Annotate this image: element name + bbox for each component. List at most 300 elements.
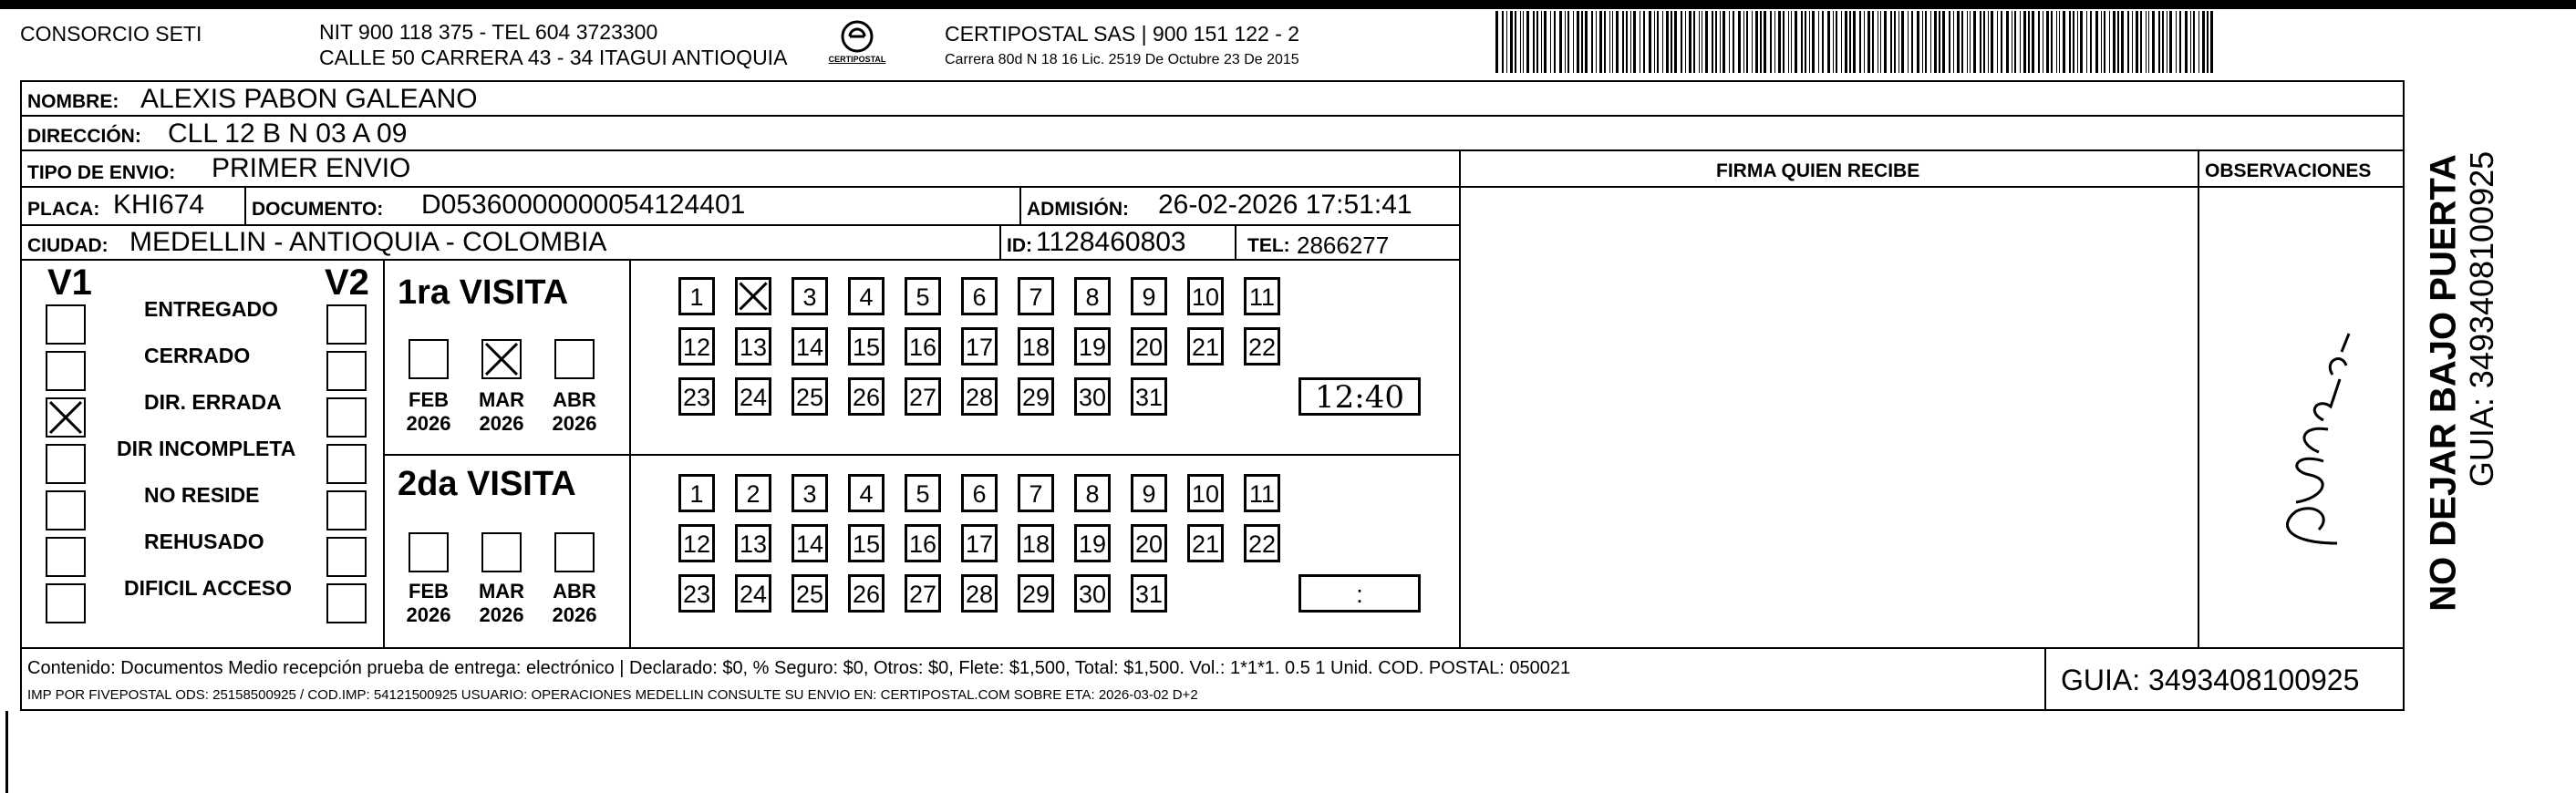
tel-value: 2866277 [1297, 232, 1390, 259]
documento-label: DOCUMENTO: [252, 199, 384, 220]
placa-cell [20, 186, 246, 226]
barcode-bar [1764, 11, 1766, 73]
barcode-bar [2190, 11, 2191, 73]
barcode-bar [1925, 11, 1927, 73]
barcode-bar [1523, 11, 1524, 73]
v1-checkbox[interactable] [46, 304, 86, 345]
barcode-bar [1872, 11, 1874, 73]
barcode-bar [1536, 11, 1538, 73]
license-line: Carrera 80d N 18 16 Lic. 2519 De Octubre 23 De 2015 [945, 52, 1299, 67]
barcode-bar [1604, 11, 1606, 73]
barcode-bar [1550, 11, 1551, 73]
barcode-bar [2152, 11, 2155, 73]
barcode-bar [1827, 11, 1830, 73]
visit2-day-box[interactable]: 9 [1131, 474, 1167, 512]
observaciones-area [2198, 186, 2405, 649]
barcode-bar [1743, 11, 1744, 73]
placa-label: PLACA: [27, 199, 100, 220]
barcode-bar [2063, 11, 2065, 73]
visit1-day-box[interactable]: 4 [848, 277, 885, 315]
barcode-bar [1612, 11, 1613, 73]
barcode-bar [1567, 11, 1569, 73]
v1-checkbox[interactable] [46, 351, 86, 391]
barcode-bar [2136, 11, 2138, 73]
id-label: ID: [1007, 235, 1032, 256]
visit2-day-box[interactable]: 30 [1074, 574, 1111, 613]
visit2-day-box[interactable]: 12 [678, 524, 715, 562]
documento-cell [244, 186, 1021, 226]
visit2-day-box[interactable]: 26 [848, 574, 885, 613]
status-label: REHUSADO [144, 530, 264, 553]
visit1-day-box[interactable]: 12 [678, 327, 715, 366]
barcode-bar [1520, 11, 1521, 73]
v2-header: V2 [325, 263, 369, 303]
barcode-bar [1565, 11, 1566, 73]
visit2-day-box[interactable]: 20 [1131, 524, 1167, 562]
tipo-label: TIPO DE ENVIO: [27, 162, 176, 183]
barcode-bar [2193, 11, 2195, 73]
visit1-day-box[interactable]: 25 [791, 377, 828, 416]
admision-value: 26-02-2026 17:51:41 [1158, 190, 1412, 220]
barcode-bar [1867, 11, 1870, 73]
barcode-bar [2038, 11, 2040, 73]
barcode-bar [1949, 11, 1950, 73]
v2-checkbox[interactable] [326, 537, 367, 577]
visit1-day-box[interactable]: 11 [1244, 277, 1280, 315]
barcode-bar [1988, 11, 1989, 73]
visit2-day-box[interactable]: 7 [1018, 474, 1054, 512]
barcode-bar [1853, 11, 1856, 73]
visit1-day-box[interactable]: 17 [961, 327, 998, 366]
v1-checkbox[interactable] [46, 537, 86, 577]
barcode-bar [1681, 11, 1682, 73]
visit1-day-box[interactable]: 18 [1018, 327, 1054, 366]
month-name: MAR [478, 580, 525, 602]
visit1-day-box[interactable]: 5 [905, 277, 941, 315]
visit2-day-box[interactable]: 8 [1074, 474, 1111, 512]
nombre-value: ALEXIS PABON GALEANO [140, 84, 478, 114]
barcode-bar [2162, 11, 2164, 73]
firma-area [1459, 186, 2199, 649]
barcode-bar [2101, 11, 2102, 73]
barcode-bar [1633, 11, 1636, 73]
barcode-bar [2014, 11, 2016, 73]
barcode-bar [1662, 11, 1663, 73]
barcode-bar [1890, 11, 1892, 73]
imp-line: IMP POR FIVEPOSTAL ODS: 25158500925 / COD.IMP: 54121500925 USUARIO: OPERACIONES MEDELLIN CONSULTE SU ENVIO EN: CERTIPOSTAL.COM SOBRE ETA: 2026-03-02 D+2 [27, 687, 1198, 703]
v2-checkbox[interactable] [326, 583, 367, 623]
barcode-bar [2185, 11, 2188, 73]
barcode-bar [1849, 11, 1851, 73]
barcode-bar [1649, 11, 1651, 73]
barcode-bar [1643, 11, 1645, 73]
visit2-day-box[interactable]: 14 [791, 524, 828, 562]
visit2-day-box[interactable]: 22 [1244, 524, 1280, 562]
status-label: DIR INCOMPLETA [117, 437, 296, 460]
barcode-bar [1859, 11, 1861, 73]
barcode-bar [1581, 11, 1583, 73]
barcode-bar [1666, 11, 1669, 73]
barcode-bar [2020, 11, 2021, 73]
barcode-bar [1502, 11, 1504, 73]
visit2-day-box[interactable]: 16 [905, 524, 941, 562]
visit2-day-box[interactable]: 25 [791, 574, 828, 613]
address-line: CALLE 50 CARRERA 43 - 34 ITAGUI ANTIOQUIA [319, 46, 788, 69]
nombre-label: NOMBRE: [27, 91, 119, 112]
visit2-month-label [465, 580, 538, 627]
guia-vertical: GUIA: 3493408100925 [2463, 150, 2500, 488]
barcode-bar [1788, 11, 1789, 73]
visit2-day-box[interactable]: 1 [678, 474, 715, 512]
barcode-bar [1599, 11, 1602, 73]
barcode-bar [1622, 11, 1624, 73]
visit2-day-box[interactable]: 29 [1018, 574, 1054, 613]
barcode-bar [1674, 11, 1677, 73]
barcode-bar [1506, 11, 1507, 73]
barcode-bar [1812, 11, 1815, 73]
barcode-bar [2132, 11, 2133, 73]
nit-line: NIT 900 118 375 - TEL 604 3723300 [319, 20, 658, 44]
barcode-bar [1630, 11, 1631, 73]
v1-checkbox[interactable] [46, 490, 86, 530]
documento-value: D05360000000054124401 [421, 190, 746, 220]
barcode-bar [1930, 11, 1931, 73]
visit1-month-checkbox[interactable] [409, 339, 449, 379]
month-name: MAR [478, 388, 525, 411]
barcode-bar [1591, 11, 1593, 73]
tipo-value: PRIMER ENVIO [212, 153, 411, 183]
certipostal-line: CERTIPOSTAL SAS | 900 151 122 - 2 [945, 22, 1300, 46]
visit1-month-checkbox[interactable] [481, 339, 522, 379]
barcode-bar [1778, 11, 1781, 73]
barcode-bar [1911, 11, 1913, 73]
barcode-bar [1953, 11, 1954, 73]
barcode-bar [1733, 11, 1734, 73]
visit2-day-box[interactable]: 3 [791, 474, 828, 512]
barcode-bar [1657, 11, 1659, 73]
barcode-bar [2006, 11, 2009, 73]
barcode-bar [1983, 11, 1985, 73]
firma-header-text: FIRMA QUIEN RECIBE [1716, 160, 1920, 181]
direccion-label: DIRECCIÓN: [27, 126, 141, 147]
barcode-bar [1836, 11, 1837, 73]
ciudad-cell [20, 224, 1001, 261]
visit1-month-label [392, 388, 465, 436]
v1-header: V1 [47, 263, 92, 303]
barcode-bar [2140, 11, 2142, 73]
barcode-bar [1554, 11, 1556, 73]
barcode-bar [1738, 11, 1741, 73]
barcode-bar [2176, 11, 2177, 73]
barcode-bar [2046, 11, 2049, 73]
visit1-day-box[interactable]: 8 [1074, 277, 1111, 315]
barcode-bar [1770, 11, 1772, 73]
v2-checkbox[interactable] [326, 351, 367, 391]
barcode-bar [1654, 11, 1655, 73]
visit2-day-box[interactable]: 24 [735, 574, 771, 613]
barcode-bar [2028, 11, 2030, 73]
barcode-bar [1961, 11, 1963, 73]
barcode-bar [1970, 11, 1971, 73]
contenido-line: Contenido: Documentos Medio recepción prueba de entrega: electrónico | Declarado: $0, % Seguro: $0, Otros: $0, Flete: $1,500, Total: $1,500. Vol.: 1*1*1. 0.5 1 Unid. COD. POSTAL: 050021 [27, 658, 1571, 678]
visit1-day-box[interactable]: 20 [1131, 327, 1167, 366]
barcode-bar [2202, 11, 2205, 73]
barcode-bar [2086, 11, 2087, 73]
visit2-day-box[interactable]: 23 [678, 574, 715, 613]
barcode-bar [2069, 11, 2071, 73]
barcode-bar [1880, 11, 1881, 73]
barcode-bar [1510, 11, 1513, 73]
visit2-month-label [538, 580, 611, 627]
visit2-time-box[interactable]: : [1298, 574, 1421, 613]
barcode-bar [1585, 11, 1588, 73]
visit1-day-box[interactable]: 21 [1187, 327, 1224, 366]
visit2-day-box[interactable]: 18 [1018, 524, 1054, 562]
footer-info [20, 647, 2046, 711]
barcode-bar [1957, 11, 1960, 73]
barcode-bar [2207, 11, 2209, 73]
month-year: 2026 [406, 603, 451, 626]
barcode-bar [1596, 11, 1597, 73]
barcode-bar [1715, 11, 1717, 73]
visit1-day-box[interactable] [735, 277, 771, 315]
visit1-day-box[interactable]: 1 [678, 277, 715, 315]
barcode-bar [1864, 11, 1865, 73]
visit1-day-box[interactable]: 6 [961, 277, 998, 315]
visit1-month-checkbox[interactable] [554, 339, 595, 379]
barcode-bar [1626, 11, 1628, 73]
barcode-bar [2095, 11, 2098, 73]
barcode-bar [1942, 11, 1945, 73]
barcode-bar [2080, 11, 2083, 73]
visit1-time-box[interactable]: 12:40 [1298, 377, 1421, 416]
status-label: DIFICIL ACCESO [124, 576, 293, 600]
visit2-month-checkbox[interactable] [481, 532, 522, 572]
visit2-month-checkbox[interactable] [409, 532, 449, 572]
footer-guia-box [2044, 647, 2405, 711]
visit1-month-label [465, 388, 538, 436]
barcode-bar [2121, 11, 2124, 73]
barcode-bar [1573, 11, 1574, 73]
visit2-month-checkbox[interactable] [554, 532, 595, 572]
barcode-bar [1934, 11, 1937, 73]
barcode-bar [2023, 11, 2026, 73]
barcode-bar [1922, 11, 1923, 73]
visit2-day-box[interactable]: 27 [905, 574, 941, 613]
visit1-day-box[interactable]: 27 [905, 377, 941, 416]
left-edge-line [5, 711, 8, 793]
barcode-bar [1689, 11, 1691, 73]
visit1-day-box[interactable]: 28 [961, 377, 998, 416]
barcode-bar [1884, 11, 1887, 73]
visit2-day-box[interactable]: 21 [1187, 524, 1224, 562]
barcode-bar [2113, 11, 2116, 73]
barcode-bar [1720, 11, 1721, 73]
v1-checkbox[interactable] [46, 444, 86, 484]
no-dejar-bajo-puerta: NO DEJAR BAJO PUERTA [2423, 154, 2464, 612]
barcode-bar [1833, 11, 1834, 73]
barcode-bar [1809, 11, 1810, 73]
barcode-bar [2179, 11, 2181, 73]
visit1-day-box[interactable]: 7 [1018, 277, 1054, 315]
barcode-bar [2059, 11, 2060, 73]
barcode-bar [2056, 11, 2057, 73]
visit1-day-box[interactable]: 26 [848, 377, 885, 416]
visit1-day-box[interactable]: 14 [791, 327, 828, 366]
visit2-day-box[interactable]: 2 [735, 474, 771, 512]
barcode-bar [2090, 11, 2092, 73]
company-name: CONSORCIO SETI [20, 22, 202, 46]
barcode-bar [1495, 11, 1498, 73]
barcode-bar [2127, 11, 2129, 73]
v2-checkbox[interactable] [326, 304, 367, 345]
barcode-bar [2051, 11, 2053, 73]
barcode-bar [2077, 11, 2078, 73]
barcode-bar [1791, 11, 1792, 73]
barcode-bar [2117, 11, 2119, 73]
barcode-bar [1908, 11, 1909, 73]
month-year: 2026 [479, 412, 524, 435]
barcode-bar [1609, 11, 1610, 73]
tipo-row [20, 149, 1461, 188]
ciudad-value: MEDELLIN - ANTIOQUIA - COLOMBIA [129, 227, 607, 257]
ciudad-label: CIUDAD: [27, 235, 109, 256]
v2-checkbox[interactable] [326, 397, 367, 438]
barcode-bar [1841, 11, 1842, 73]
visit1-day-box[interactable]: 16 [905, 327, 941, 366]
visit2-day-box[interactable]: 11 [1244, 474, 1280, 512]
tel-cell [1235, 224, 1461, 261]
visit1-day-box[interactable]: 30 [1074, 377, 1111, 416]
barcode-bar [1898, 11, 1899, 73]
visit2-day-box[interactable]: 5 [905, 474, 941, 512]
visit1-day-box[interactable]: 31 [1131, 377, 1167, 416]
admision-label: ADMISIÓN: [1027, 199, 1129, 220]
status-label: CERRADO [144, 344, 251, 367]
visit2-title: 2da VISITA [398, 465, 576, 503]
visit1-day-box[interactable]: 13 [735, 327, 771, 366]
nombre-row [20, 80, 2405, 117]
barcode-bar [1973, 11, 1976, 73]
barcode-bar [1818, 11, 1819, 73]
visit1-day-box[interactable]: 19 [1074, 327, 1111, 366]
barcode-bar [2169, 11, 2172, 73]
barcode-bar [2148, 11, 2149, 73]
visit1-day-box[interactable]: 29 [1018, 377, 1054, 416]
visit2-day-box[interactable]: 17 [961, 524, 998, 562]
v1-checkbox[interactable] [46, 583, 86, 623]
barcode-bar [2158, 11, 2160, 73]
barcode-bar [1755, 11, 1758, 73]
barcode-bar [1699, 11, 1700, 73]
direccion-value: CLL 12 B N 03 A 09 [168, 118, 408, 149]
barcode-bar [1544, 11, 1547, 73]
visit1-day-box[interactable]: 10 [1187, 277, 1224, 315]
visit2-day-box[interactable]: 19 [1074, 524, 1111, 562]
visit2-month-label [392, 580, 465, 627]
admision-cell [1019, 186, 1461, 226]
barcode-bar [1845, 11, 1847, 73]
visit2-day-box[interactable]: 6 [961, 474, 998, 512]
status-label: DIR. ERRADA [144, 390, 282, 414]
barcode [1495, 11, 2225, 73]
barcode-bar [1939, 11, 1940, 73]
barcode-bar [1991, 11, 1993, 73]
visit1-day-box[interactable]: 22 [1244, 327, 1280, 366]
logo-text: CERTIPOSTAL [828, 55, 886, 64]
id-value: 1128460803 [1036, 227, 1186, 257]
barcode-bar [1783, 11, 1785, 73]
barcode-bar [1729, 11, 1730, 73]
barcode-bar [1577, 11, 1579, 73]
visit1-day-box[interactable]: 15 [848, 327, 885, 366]
certipostal-logo [830, 18, 885, 71]
observaciones-header-text: OBSERVACIONES [2205, 160, 2372, 181]
visit1-title: 1ra VISITA [398, 273, 569, 312]
month-year: 2026 [406, 412, 451, 435]
placa-value: KHI674 [113, 190, 205, 220]
v2-checkbox[interactable] [326, 444, 367, 484]
barcode-bar [1705, 11, 1708, 73]
barcode-bar [1671, 11, 1672, 73]
barcode-bar [2032, 11, 2034, 73]
barcode-bar [1685, 11, 1686, 73]
barcode-bar [2146, 11, 2147, 73]
status-label: NO RESIDE [144, 483, 260, 507]
barcode-bar [2001, 11, 2002, 73]
barcode-bar [1746, 11, 1748, 73]
handwritten-signature [2232, 324, 2378, 580]
visit2-day-box[interactable]: 4 [848, 474, 885, 512]
visit2-day-box[interactable]: 10 [1187, 474, 1224, 512]
barcode-bar [1752, 11, 1753, 73]
barcode-bar [1526, 11, 1529, 73]
id-cell [999, 224, 1236, 261]
barcode-bar [1533, 11, 1535, 73]
tel-label: TEL: [1247, 235, 1290, 256]
barcode-bar [1997, 11, 1998, 73]
v1-checkbox[interactable] [46, 397, 86, 438]
visit2-day-box[interactable]: 13 [735, 524, 771, 562]
status-label: ENTREGADO [144, 297, 278, 321]
barcode-bar [1901, 11, 1904, 73]
barcode-bar [1822, 11, 1824, 73]
barcode-bar [2198, 11, 2199, 73]
visit1-day-box[interactable]: 24 [735, 377, 771, 416]
barcode-bar [1805, 11, 1806, 73]
barcode-bar [1894, 11, 1896, 73]
visit2-day-box[interactable]: 28 [961, 574, 998, 613]
visit1-day-box[interactable]: 9 [1131, 277, 1167, 315]
month-year: 2026 [552, 603, 597, 626]
barcode-bar [2073, 11, 2074, 73]
v2-checkbox[interactable] [326, 490, 367, 530]
barcode-bar [1917, 11, 1919, 73]
visit1-day-box[interactable]: 23 [678, 377, 715, 416]
barcode-bar [1559, 11, 1562, 73]
barcode-bar [1712, 11, 1713, 73]
barcode-bar [2104, 11, 2105, 73]
barcode-bar [1774, 11, 1775, 73]
visit1-day-box[interactable]: 3 [791, 277, 828, 315]
barcode-bar [1515, 11, 1516, 73]
month-year: 2026 [552, 412, 597, 435]
visit2-day-box[interactable]: 15 [848, 524, 885, 562]
visit2-day-box[interactable]: 31 [1131, 574, 1167, 613]
barcode-bar [1541, 11, 1542, 73]
footer-guia-text: GUIA: 3493408100925 [2061, 664, 2360, 696]
month-year: 2026 [479, 603, 524, 626]
